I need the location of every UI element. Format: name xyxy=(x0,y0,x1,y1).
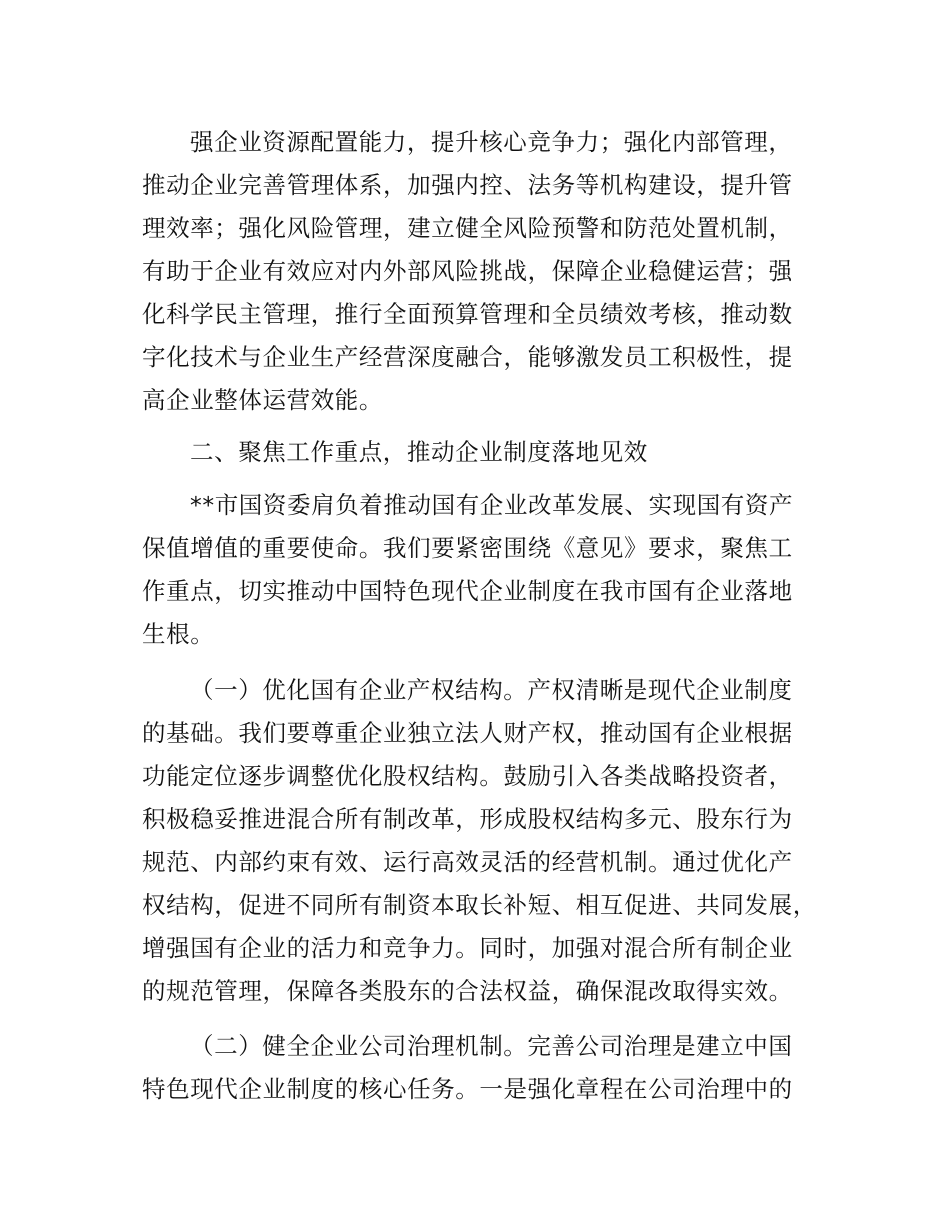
text-line-16: 积极稳妥推进混合所有制改革，形成股权结构多元、股东行为 xyxy=(142,805,793,833)
text-line-18: 权结构，促进不同所有制资本取长补短、相互促进、共同发展， xyxy=(142,891,817,919)
text-line-10: 保值增值的重要使命。我们要紧密围绕《意见》要求，聚焦工 xyxy=(142,534,793,562)
text-line-21: （二）健全企业公司治理机制。完善公司治理是建立中国 xyxy=(190,1032,793,1060)
text-line-4: 有助于企业有效应对内外部风险挑战，保障企业稳健运营；强 xyxy=(142,257,793,285)
text-line-14: 的基础。我们要尊重企业独立法人财产权，推动国有企业根据 xyxy=(142,719,793,747)
text-line-6: 字化技术与企业生产经营深度融合，能够激发员工积极性，提 xyxy=(142,343,793,371)
text-line-11: 作重点，切实推动中国特色现代企业制度在我市国有企业落地 xyxy=(142,577,793,605)
text-line-15: 功能定位逐步调整优化股权结构。鼓励引入各类战略投资者， xyxy=(142,762,793,790)
text-line-9: **市国资委肩负着推动国有企业改革发展、实现国有资产 xyxy=(190,491,794,519)
text-line-2: 推动企业完善管理体系，加强内控、法务等机构建设，提升管 xyxy=(142,171,793,199)
text-line-22: 特色现代企业制度的核心任务。一是强化章程在公司治理中的 xyxy=(142,1075,793,1103)
text-line-1: 强企业资源配置能力，提升核心竞争力；强化内部管理， xyxy=(190,128,793,156)
text-line-12: 生根。 xyxy=(142,620,215,648)
text-line-3: 理效率；强化风险管理，建立健全风险预警和防范处置机制， xyxy=(142,214,793,242)
text-line-5: 化科学民主管理，推行全面预算管理和全员绩效考核，推动数 xyxy=(142,300,793,328)
section-heading: 二、聚焦工作重点，推动企业制度落地见效 xyxy=(190,438,648,466)
text-line-13: （一）优化国有企业产权结构。产权清晰是现代企业制度 xyxy=(190,676,793,704)
text-line-17: 规范、内部约束有效、运行高效灵活的经营机制。通过优化产 xyxy=(142,848,793,876)
text-line-19: 增强国有企业的活力和竞争力。同时，加强对混合所有制企业 xyxy=(142,934,793,962)
text-line-7: 高企业整体运营效能。 xyxy=(142,386,383,414)
text-line-20: 的规范管理，保障各类股东的合法权益，确保混改取得实效。 xyxy=(142,977,793,1005)
